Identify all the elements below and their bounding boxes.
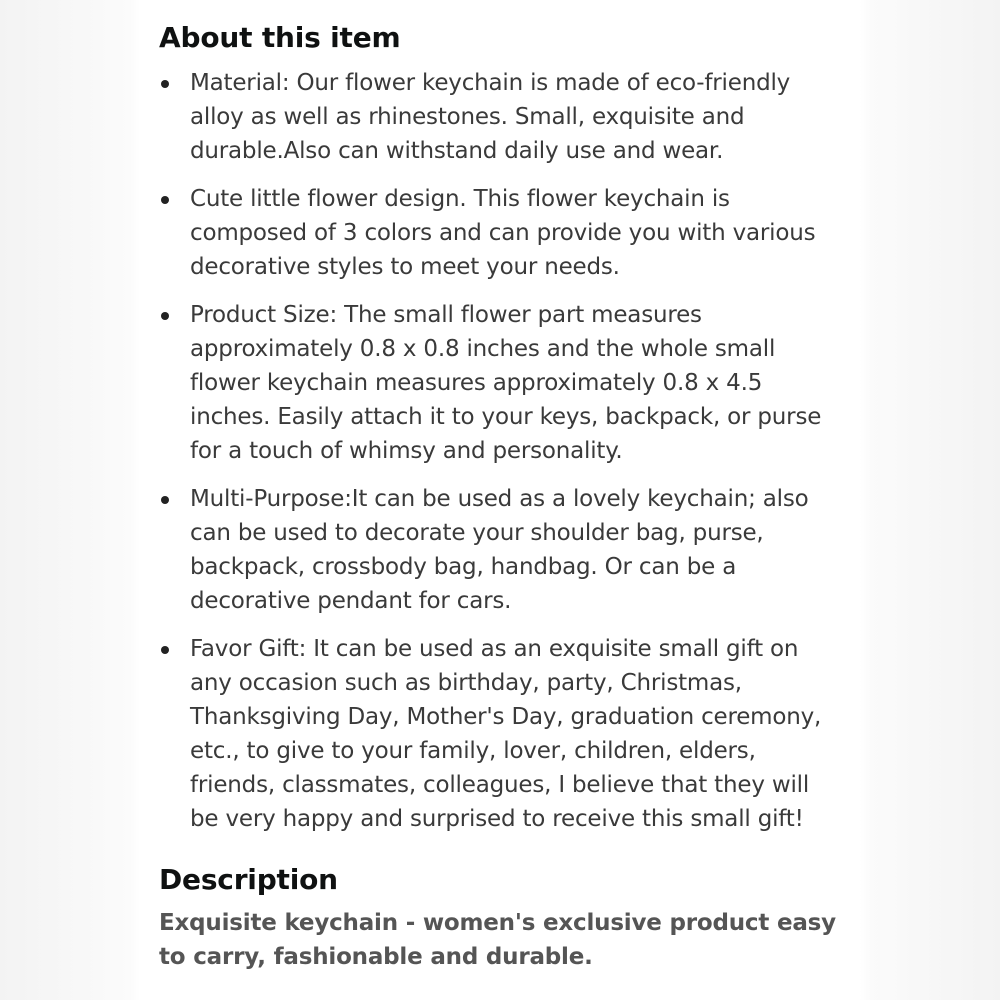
- bullet-dot-icon: [161, 196, 169, 204]
- feature-bullet: [159, 182, 839, 284]
- description-text: Exquisite keychain - women's exclusive product easy to carry, fashionable and durable.: [159, 910, 836, 970]
- feature-bullet-text: Material: Our flower keychain is made of eco-friendly alloy as well as rhinestones. Small, exquisite and durable.Also can withstand daily use and wear.: [190, 70, 791, 164]
- feature-bullet: [159, 66, 839, 168]
- bullet-dot-icon: [161, 646, 169, 654]
- feature-bullet-text: Cute little flower design. This flower keychain is composed of 3 colors and can provide you with various decorative styles to meet your needs.: [190, 186, 816, 280]
- bullet-dot-icon: [161, 496, 169, 504]
- feature-bullet-text: Favor Gift: It can be used as an exquisite small gift on any occasion such as birthday, party, Christmas, Thanksgiving Day, Mother's Day, graduation ceremony, etc., to give to your family, lover, children, elders, friends, classmates, colleagues, I believe that they will be very happy and surprised to receive this small gift!: [190, 636, 822, 832]
- feature-bullet: [159, 632, 839, 836]
- feature-bullet: [159, 298, 839, 468]
- description-title: Description: [159, 863, 338, 896]
- feature-bullet-text: Multi-Purpose:It can be used as a lovely keychain; also can be used to decorate your shoulder bag, purse, backpack, crossbody bag, handbag. Or can be a decorative pendant for cars.: [190, 486, 809, 614]
- feature-bullet: [159, 482, 839, 618]
- product-details: [159, 18, 839, 974]
- bullet-dot-icon: [161, 312, 169, 320]
- feature-bullet-text: Product Size: The small flower part measures approximately 0.8 x 0.8 inches and the whole small flower keychain measures approximately 0.8 x 4.5 inches. Easily attach it to your keys, backpack, or purse for a touch of whimsy and personality.: [190, 302, 822, 464]
- feature-bullet-list: [159, 66, 839, 836]
- about-title: About this item: [159, 21, 401, 54]
- bullet-dot-icon: [161, 80, 169, 88]
